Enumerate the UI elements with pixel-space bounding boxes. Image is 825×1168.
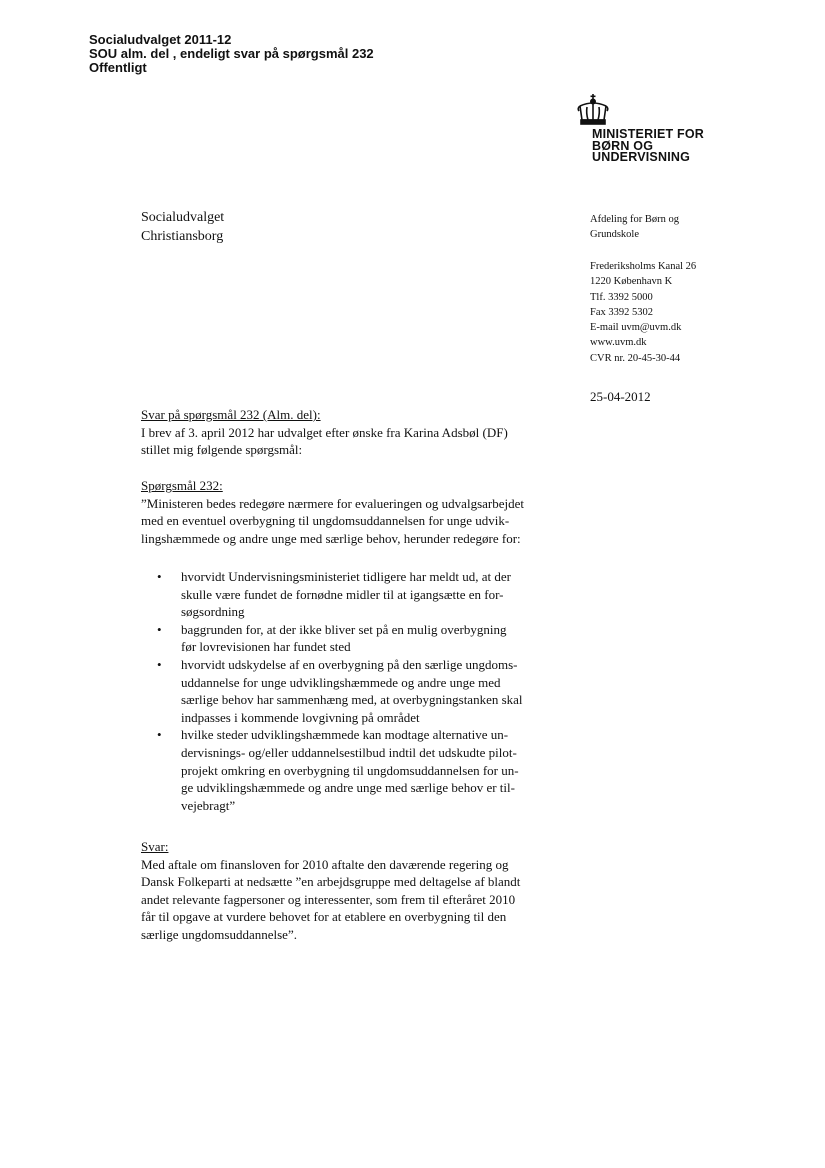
question-heading: Spørgsmål 232:: [141, 478, 223, 493]
recipient-line: Christiansborg: [141, 229, 224, 244]
bullet-line: uddannelse for unge udviklingshæmmede og andre unge med: [181, 674, 501, 690]
recipient-line: Socialudvalget: [141, 210, 225, 225]
intro-heading: Svar på spørgsmål 232 (Alm. del):: [141, 407, 321, 422]
crown-icon: [575, 93, 611, 127]
case-line: SOU alm. del , endeligt svar på spørgsmål 232: [89, 46, 374, 61]
bullet-line: vejebragt”: [181, 797, 236, 813]
list-item: [157, 656, 523, 726]
recipient-address: [141, 208, 224, 246]
list-item: [157, 621, 523, 656]
bullet-line: hvorvidt Undervisningsministeriet tidligere har meldt ud, at der: [181, 569, 511, 584]
bullet-line: projekt omkring en overbygning til ungdomsuddannelsen for un-: [181, 762, 519, 778]
answer-line: særlige ungdomsuddannelse”.: [141, 926, 297, 942]
intro-section: [141, 406, 561, 459]
contact-line: 1220 København K: [590, 276, 673, 288]
answer-line: andet relevante fagpersoner og interessenter, som frem til efteråret 2010: [141, 891, 516, 907]
bullet-line: baggrunden for, at der ikke bliver set på en mulig overbygning: [181, 621, 507, 637]
ministry-logo-text: [592, 129, 704, 164]
letter-date: 25-04-2012: [590, 389, 651, 404]
logo-line: MINISTERIET FOR: [592, 127, 705, 141]
contact-line: Tlf. 3392 5000: [590, 291, 653, 303]
document-header: [89, 33, 374, 75]
logo-line: BØRN OG: [592, 138, 654, 153]
contact-line: Fax 3392 5302: [590, 306, 653, 318]
status-line: Offentligt: [89, 60, 147, 75]
department-line: Grundskole: [590, 229, 639, 241]
bullet-line: dervisnings- og/eller uddannelsestilbud indtil det udskudte pilot-: [181, 744, 517, 760]
bullet-icon: •: [157, 727, 162, 743]
contact-line: www.uvm.dk: [590, 337, 647, 349]
bullet-line: ge udviklingshæmmede og andre unge med særlige behov er til-: [181, 780, 515, 796]
question-section: [141, 477, 561, 547]
answer-section: [141, 838, 561, 943]
bullet-line: særlige behov har sammenhæng med, at overbygningstanken skal: [181, 692, 523, 708]
bullet-icon: •: [157, 569, 162, 584]
bullet-icon: •: [157, 656, 162, 672]
bullet-line: søgsordning: [181, 604, 245, 620]
answer-line: Dansk Folkeparti at nedsætte ”en arbejdsgruppe med deltagelse af blandt: [141, 874, 521, 889]
list-item: [157, 726, 523, 814]
bullet-line: skulle være fundet de fornødne midler til at igangsætte en for-: [181, 586, 504, 602]
intro-line: I brev af 3. april 2012 har udvalget efter ønske fra Karina Adsbøl (DF): [141, 424, 508, 440]
bullet-icon: •: [157, 621, 162, 637]
answer-line: får til opgave at vurdere behovet for at etablere en overbygning til den: [141, 909, 507, 924]
bullet-line: hvorvidt udskydelse af en overbygning på den særlige ungdoms-: [181, 656, 518, 672]
answer-heading: Svar:: [141, 839, 169, 854]
contact-line: E-mail uvm@uvm.dk: [590, 322, 682, 334]
answer-line: Med aftale om finansloven for 2010 aftalte den daværende regering og: [141, 856, 509, 872]
bullet-line: før lovrevisionen har fundet sted: [181, 639, 351, 655]
question-line: med en eventuel overbygning til ungdomsuddannelsen for unge udvik-: [141, 513, 510, 528]
contact-line: Frederiksholms Kanal 26: [590, 261, 697, 272]
committee-line: Socialudvalget 2011-12: [89, 32, 232, 47]
contact-line: CVR nr. 20-45-30-44: [590, 352, 681, 364]
list-item: [157, 568, 523, 621]
logo-line: UNDERVISNING: [592, 150, 691, 164]
question-line: lingshæmmede og andre unge med særlige behov, herunder redegøre for:: [141, 530, 521, 546]
sender-contact: [590, 259, 696, 366]
bullet-line: hvilke steder udviklingshæmmede kan modtage alternative un-: [181, 727, 509, 743]
department-line: Afdeling for Børn og: [590, 214, 679, 225]
question-bullet-list: [157, 568, 523, 814]
question-line: ”Ministeren bedes redegøre nærmere for evalueringen og udvalgsarbejdet: [141, 495, 524, 511]
bullet-line: indpasses i kommende lovgivning på området: [181, 709, 420, 725]
sender-department: [590, 212, 679, 243]
intro-line: stillet mig følgende spørgsmål:: [141, 442, 303, 457]
